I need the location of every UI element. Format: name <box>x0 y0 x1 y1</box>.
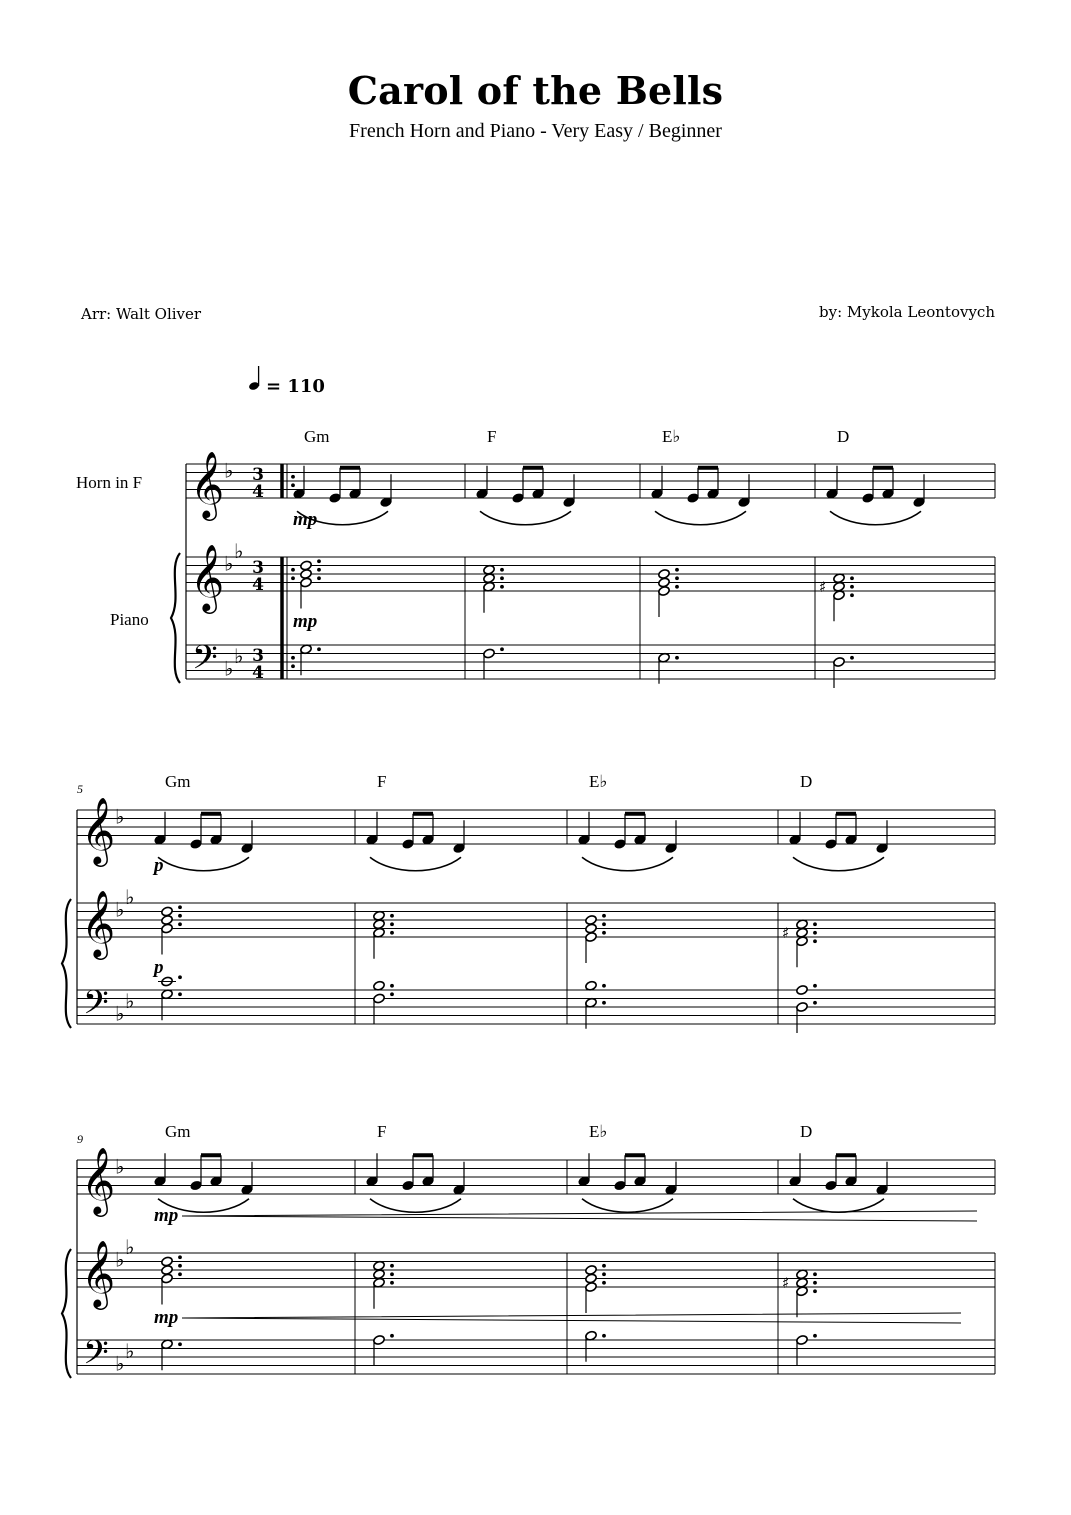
flat-sign: ♭ <box>125 1338 135 1363</box>
augmentation-dot <box>390 1272 394 1276</box>
repeat-dot <box>291 576 295 580</box>
augmentation-dot <box>178 1255 182 1259</box>
augmentation-dot <box>390 1281 394 1285</box>
augmentation-dot <box>500 568 504 572</box>
piano-rh-note <box>161 1256 174 1267</box>
horn-dynamic: p <box>154 855 164 876</box>
bass-clef-icon: 𝄢 <box>192 639 218 685</box>
augmentation-dot <box>813 1001 817 1005</box>
augmentation-dot <box>317 647 321 651</box>
augmentation-dot <box>813 1289 817 1293</box>
augmentation-dot <box>602 1264 606 1268</box>
horn-dynamic: mp <box>154 1205 179 1226</box>
slur <box>370 857 461 871</box>
augmentation-dot <box>850 656 854 660</box>
augmentation-dot <box>602 984 606 988</box>
score-subtitle: French Horn and Piano - Very Easy / Beginner <box>349 120 722 142</box>
chord-symbol: Gm <box>165 1122 191 1141</box>
treble-clef-icon: 𝄞 <box>190 450 225 518</box>
flat-sign: ♭ <box>115 1001 125 1026</box>
horn-note <box>825 1180 838 1191</box>
treble-clef-icon: 𝄞 <box>81 796 116 864</box>
horn-note <box>402 1180 415 1191</box>
repeat-dot <box>291 656 295 660</box>
horn-note <box>614 1180 627 1191</box>
augmentation-dot <box>813 1272 817 1276</box>
sharp-sign: ♯ <box>819 577 827 596</box>
augmentation-dot <box>390 914 394 918</box>
flat-sign: ♭ <box>224 458 234 483</box>
slur <box>830 511 921 525</box>
augmentation-dot <box>675 656 679 660</box>
flat-sign: ♭ <box>224 656 234 681</box>
chord-symbol: D <box>837 427 850 446</box>
augmentation-dot <box>178 1342 182 1346</box>
piano-lh-note <box>796 1335 809 1346</box>
slur <box>370 1199 461 1213</box>
horn-note <box>687 493 700 504</box>
flat-sign: ♭ <box>125 988 135 1013</box>
time-signature-top: 3 <box>252 558 264 578</box>
augmentation-dot <box>317 559 321 563</box>
augmentation-dot <box>178 922 182 926</box>
chord-symbol: F <box>377 772 387 791</box>
chord-symbol: E♭ <box>589 772 608 791</box>
repeat-dot <box>291 664 295 668</box>
time-signature-bottom: 4 <box>252 663 264 683</box>
augmentation-dot <box>602 1281 606 1285</box>
augmentation-dot <box>602 1334 606 1338</box>
piano-dynamic: mp <box>154 1307 179 1328</box>
sharp-sign: ♯ <box>782 923 790 942</box>
piano-lh-note <box>483 648 496 659</box>
chord-symbol: Gm <box>304 427 330 446</box>
augmentation-dot <box>500 585 504 589</box>
treble-clef-icon: 𝄞 <box>81 889 116 957</box>
piano-rh-note <box>585 1265 598 1276</box>
augmentation-dot <box>178 975 182 979</box>
augmentation-dot <box>850 576 854 580</box>
augmentation-dot <box>178 914 182 918</box>
piano-rh-note <box>161 906 174 917</box>
augmentation-dot <box>813 984 817 988</box>
augmentation-dot <box>813 931 817 935</box>
repeat-dot <box>291 483 295 487</box>
augmentation-dot <box>390 931 394 935</box>
score-title: Carol of the Bells <box>347 68 724 113</box>
instrument-label-horn: Horn in F <box>76 473 143 492</box>
horn-note <box>614 839 627 850</box>
flat-sign: ♭ <box>115 1154 125 1179</box>
chord-symbol: E♭ <box>662 427 681 446</box>
flat-sign: ♭ <box>115 1247 125 1272</box>
flat-sign: ♭ <box>115 804 125 829</box>
augmentation-dot <box>850 593 854 597</box>
chord-symbol: D <box>800 1122 813 1141</box>
time-signature-bottom: 4 <box>252 482 264 502</box>
augmentation-dot <box>390 1264 394 1268</box>
composer-credit: by: Mykola Leontovych <box>819 303 995 321</box>
slur <box>582 857 673 871</box>
slur <box>793 857 884 871</box>
piano-lh-note <box>833 657 846 668</box>
augmentation-dot <box>602 922 606 926</box>
piano-brace <box>62 1249 71 1378</box>
slur <box>158 857 249 871</box>
augmentation-dot <box>602 931 606 935</box>
horn-note <box>329 493 342 504</box>
bar-number: 9 <box>77 1132 83 1146</box>
augmentation-dot <box>675 576 679 580</box>
augmentation-dot <box>317 568 321 572</box>
repeat-dot <box>291 475 295 479</box>
time-signature-top: 3 <box>252 465 264 485</box>
flat-sign: ♭ <box>125 884 135 909</box>
piano-lh-note <box>373 993 386 1004</box>
augmentation-dot <box>813 1334 817 1338</box>
slur <box>793 1199 884 1213</box>
chord-symbol: Gm <box>165 772 191 791</box>
augmentation-dot <box>500 576 504 580</box>
flat-sign: ♭ <box>125 1234 135 1259</box>
horn-note <box>190 839 203 850</box>
flat-sign: ♭ <box>115 1351 125 1376</box>
horn-note <box>402 839 415 850</box>
augmentation-dot <box>500 647 504 651</box>
piano-rh-note <box>300 560 313 571</box>
treble-clef-icon: 𝄞 <box>81 1146 116 1214</box>
slur <box>655 511 746 525</box>
piano-lh-note <box>796 1002 809 1013</box>
flat-sign: ♭ <box>115 897 125 922</box>
augmentation-dot <box>813 1281 817 1285</box>
augmentation-dot <box>675 585 679 589</box>
piano-dynamic: mp <box>293 611 318 632</box>
instrument-label-piano: Piano <box>110 610 149 629</box>
augmentation-dot <box>178 1272 182 1276</box>
horn-note <box>862 493 875 504</box>
augmentation-dot <box>675 568 679 572</box>
crescendo-hairpin <box>182 1313 961 1323</box>
piano-rh-note <box>585 915 598 926</box>
chord-symbol: F <box>487 427 497 446</box>
horn-dynamic: mp <box>293 509 318 530</box>
augmentation-dot <box>390 1334 394 1338</box>
piano-brace <box>171 553 180 683</box>
crescendo-hairpin <box>182 1211 977 1221</box>
sharp-sign: ♯ <box>782 1273 790 1292</box>
tempo-marking: = 110 <box>266 376 325 397</box>
flat-sign: ♭ <box>234 538 244 563</box>
arranger-credit: Arr: Walt Oliver <box>81 305 202 323</box>
augmentation-dot <box>317 576 321 580</box>
piano-lh-note <box>796 985 809 996</box>
treble-clef-icon: 𝄞 <box>81 1239 116 1307</box>
augmentation-dot <box>813 922 817 926</box>
repeat-dot <box>291 568 295 572</box>
augmentation-dot <box>390 984 394 988</box>
augmentation-dot <box>390 922 394 926</box>
chord-symbol: D <box>800 772 813 791</box>
augmentation-dot <box>602 914 606 918</box>
time-signature-bottom: 4 <box>252 575 264 595</box>
piano-dynamic: p <box>154 957 164 978</box>
treble-clef-icon: 𝄞 <box>190 543 225 611</box>
horn-note <box>190 1180 203 1191</box>
augmentation-dot <box>178 992 182 996</box>
flat-sign: ♭ <box>234 643 244 668</box>
augmentation-dot <box>602 1272 606 1276</box>
bass-clef-icon: 𝄢 <box>83 984 109 1030</box>
augmentation-dot <box>390 992 394 996</box>
slur <box>582 1199 673 1213</box>
piano-brace <box>62 899 71 1028</box>
piano-lh-note <box>373 1335 386 1346</box>
chord-symbol: F <box>377 1122 387 1141</box>
augmentation-dot <box>178 905 182 909</box>
bass-clef-icon: 𝄢 <box>83 1334 109 1380</box>
piano-rh-note <box>658 569 671 580</box>
augmentation-dot <box>178 1264 182 1268</box>
augmentation-dot <box>813 939 817 943</box>
slur <box>480 511 571 525</box>
augmentation-dot <box>602 1001 606 1005</box>
horn-note <box>825 839 838 850</box>
flat-sign: ♭ <box>224 551 234 576</box>
horn-note <box>512 493 525 504</box>
augmentation-dot <box>850 585 854 589</box>
bar-number: 5 <box>77 782 83 796</box>
chord-symbol: E♭ <box>589 1122 608 1141</box>
time-signature-top: 3 <box>252 646 264 666</box>
